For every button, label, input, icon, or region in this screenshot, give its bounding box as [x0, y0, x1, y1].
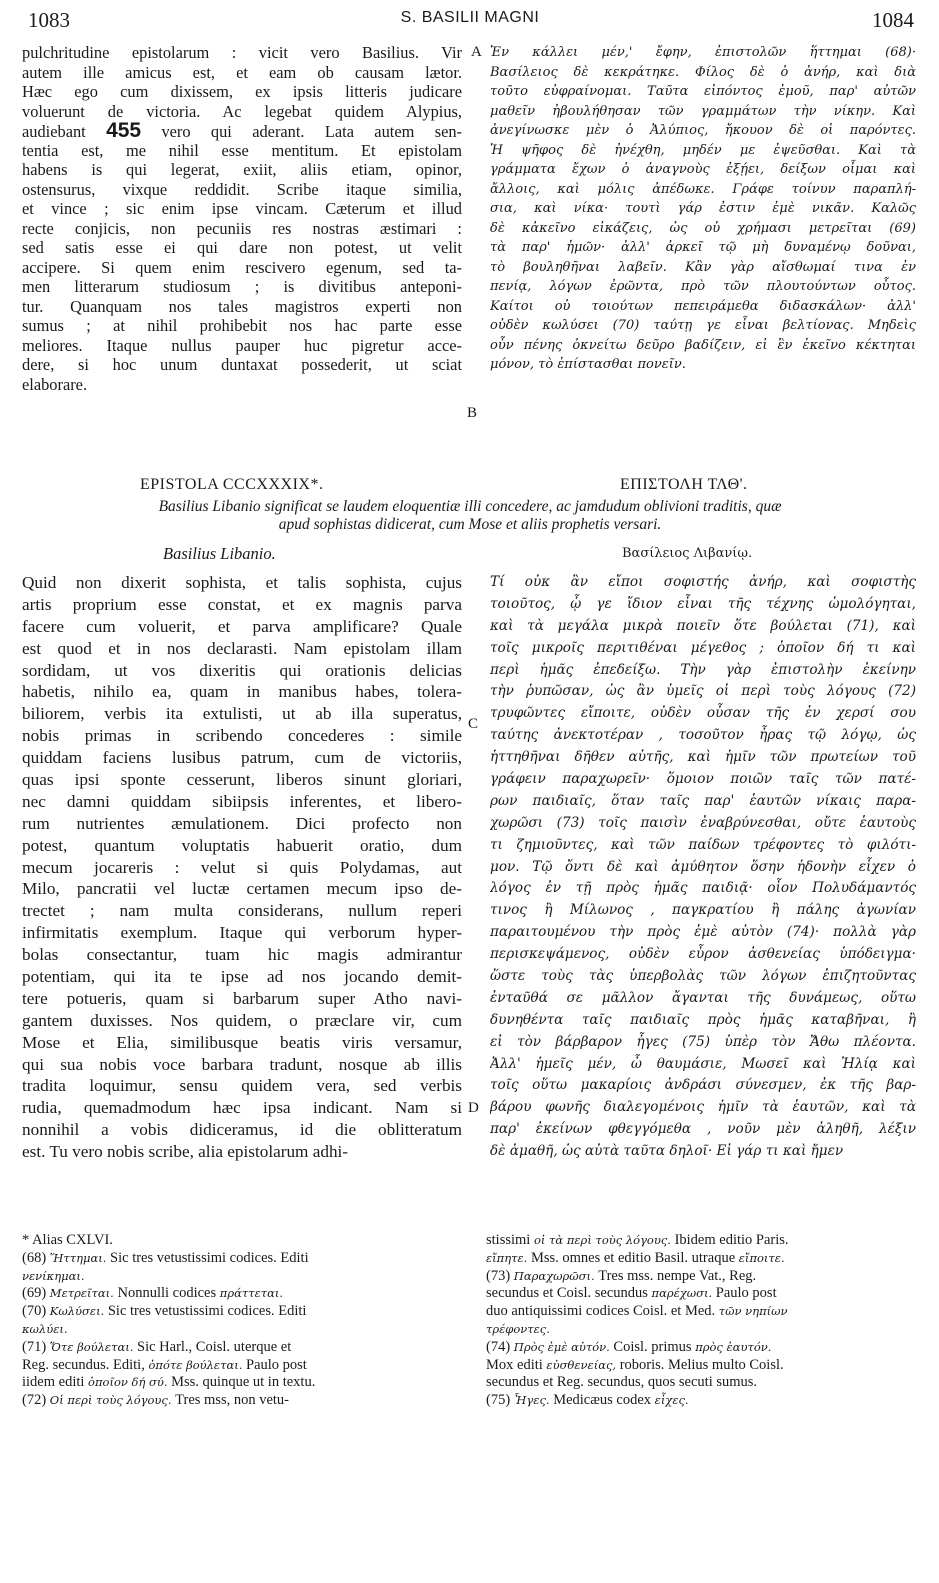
latin-line: rum nutrientes æmulationem. Dici profecto non: [22, 813, 462, 833]
greek-line: δὲ κἀκεῖνο εἰκάζεις, ὡς οὐ χρήμασι μετρεῖται (69): [490, 220, 916, 236]
latin-address: Basilius Libanio.: [163, 544, 276, 563]
page-number-right: 1084: [872, 8, 914, 32]
text-fragment: Paulo post: [712, 1285, 777, 1302]
greek-line: τοιοῦτος, ᾧ γε ἴδιον εἶναι τῆς τέχνης ὡμολόγηται,: [490, 595, 916, 612]
running-title: S. BASILII MAGNI: [400, 9, 540, 26]
latin-line: nobis primas in scribendo concederes : simile: [22, 726, 462, 746]
latin-column-body: [22, 572, 462, 1163]
greek-fragment: εἴποιτε.: [738, 1250, 785, 1265]
text-fragment: roboris. Melius multo Coisl.: [616, 1356, 784, 1373]
footnote-line: [22, 1285, 462, 1303]
greek-line: τοῦτο εὐφραίνομαι. Ταῦτα εἰπόντος ἐμοῦ, παρ' αὐτῶν: [490, 84, 916, 99]
greek-line: πενίᾳ, λόγων ἐρῶντα, πρὸ τῶν πλουτούντων οὗτος.: [490, 279, 916, 294]
latin-line: pulchritudine epistolarum : vicit vero Basilius. Vir: [22, 43, 462, 62]
latin-line: elaborare.: [22, 374, 88, 394]
text-fragment: (74): [486, 1338, 514, 1355]
footnote-line: [22, 1339, 462, 1357]
greek-fragment: Παραχωρῶσι.: [513, 1268, 595, 1283]
greek-fragment: πράττεται.: [219, 1286, 284, 1301]
text-fragment: Reg. secundus. Editi,: [22, 1356, 149, 1373]
latin-line: men litterarum studiosum ; is divitibus anteponi-: [22, 277, 462, 296]
latin-line: Hæc ego cum dixissem, ex ipsis litteris judicare: [22, 82, 462, 101]
greek-fragment: Μετρεῖται.: [49, 1286, 114, 1301]
greek-line: Ἐν κάλλει μέν,' ἔφην, ἐπιστολῶν ἥττημαι (68)·: [490, 45, 916, 60]
footnote-line: [22, 1357, 462, 1375]
greek-line: Ἀλλ' ἡμεῖς μέν, ὦ θαυμάσιε, Μωσεῖ καὶ Ἠλίᾳ καὶ: [490, 1055, 916, 1072]
greek-line: γράφειν παραχωρεῖν· ὅμοιον ποιῶν ταῖς τῶν πατέ-: [490, 771, 916, 788]
greek-line: γράμματα ἔχων ὁ ἀναγνοὺς ἐξῄει, δείξων οἶμαι καὶ: [490, 162, 916, 177]
greek-fragment: τρέφοντες.: [486, 1321, 550, 1336]
latin-line: autem ille amicus est, et eam ob causam lætor.: [22, 62, 462, 82]
latin-line: sumus ; at nihil prohibebit nos hac parte esse: [22, 316, 462, 335]
text-fragment: Ibidem editio Paris.: [670, 1232, 789, 1248]
greek-line: σια, καὶ νίκα· τουτὶ γάρ ἐστιν ἐμὲ νικᾶν. Καλῶς: [490, 201, 916, 216]
latin-line: quiddam faciens lusibus patrum, cum de victoriis,: [22, 748, 462, 768]
greek-line: ρων παιδιαῖς, ὅταν ταῖς παρ' ἑαυτῶν νίκαις παρα-: [490, 792, 916, 809]
latin-line: trectet ; nam multa considerans, nullum reperi: [22, 901, 462, 921]
latin-line: mecum jocareris : velut si quis Polydamas, aut: [22, 857, 462, 877]
latin-line: Mose et Elia, similibusque beatis viris versamur,: [22, 1032, 462, 1052]
latin-line: quas ipsi sponte cesserunt, liberos sinunt gloriari,: [22, 770, 462, 790]
greek-line: οὐδὲν κωλύσει (70) ταύτῃ γε εἶναι βελτίονας. Μηδεὶς: [490, 318, 916, 333]
greek-fragment: κωλύει.: [22, 1321, 68, 1336]
latin-line: gantem duxisses. Nos quidem, o præclare vir, cum: [22, 1010, 462, 1030]
page-header: [20, 8, 920, 34]
latin-line: potentiam, qui ita te ipse ad nos jocando demit-: [22, 967, 462, 987]
greek-column-top: [490, 43, 916, 375]
greek-fragment: εἶχες.: [654, 1393, 689, 1408]
greek-fragment: εἴπητε.: [486, 1250, 528, 1265]
latin-line: habetis, nihilo ea, quam in manibus habes, tolera-: [22, 682, 462, 702]
footnote-line: [486, 1232, 916, 1250]
greek-fragment: Ἥττημαι.: [49, 1250, 107, 1265]
text-fragment: (72): [22, 1392, 50, 1409]
greek-line: ὥστε τοὺς τὰς ὑπερβολὰς τῶν λόγων ἐπιζητοῦντας: [490, 968, 916, 985]
greek-line: μαθεῖν ἠβουλήθησαν τῶν γραμμάτων τὴν νίκην. Καὶ: [490, 103, 916, 119]
text-fragment: (71): [22, 1338, 50, 1355]
greek-fragment: ὁποῖον δή σύ.: [88, 1375, 168, 1390]
greek-column-body: [490, 572, 916, 1163]
footnote-line: [486, 1268, 916, 1286]
text-fragment: (75): [486, 1392, 514, 1409]
greek-line: τὴν ῥυπῶσαν, ὡς ἂν ὑμεῖς οἱ περὶ τοὺς λόγους (72): [490, 683, 916, 700]
greek-line: Ἡ ψῆφος δὲ ἠνέχθη, μηδέν με ἐψεῦσθαι. Καὶ τὰ: [490, 142, 916, 158]
footnote-line: [22, 1250, 462, 1268]
footnote-line: [486, 1321, 916, 1339]
latin-line: meliores. Itaque nullus pauper huc pigretur acce-: [22, 335, 462, 355]
text-fragment: Tres mss, non vetu-: [171, 1392, 290, 1409]
latin-line: est quod et in nos declarasti. Nam epistolam illam: [22, 638, 462, 658]
latin-line: voluerunt de victoria. Ac legebat quidem Alypius,: [22, 101, 462, 121]
epistle-greek-title: ΕΠΙΣΤΟΛΗ ΤΛΘ'.: [620, 476, 748, 493]
text-fragment: (70): [22, 1303, 50, 1320]
greek-fragment: εὐσθενείας,: [546, 1357, 617, 1372]
greek-line: τοῖς οὕτω μακαρίοις ἀνδράσι σύνεσμεν, ἐκ τῆς βαρ-: [490, 1077, 916, 1094]
latin-line: artis proprium esse constat, et ex magnis parva: [22, 594, 462, 614]
greek-line: δυνηθέντα ταῖς παιδιαῖς πρὸς ἡμᾶς καταβῆναι, ἢ: [490, 1011, 916, 1028]
text-fragment: Mss. quinque ut in textu.: [167, 1374, 316, 1391]
epistle-summary: [20, 498, 920, 534]
latin-line: recte conjicis, non pecuniis res nostras æstimari :: [22, 218, 462, 238]
latin-line: qui sua nobis voce barbara tradunt, nosque ab illis: [22, 1054, 462, 1074]
greek-line: τοῖς μικροῖς περιτιθέναι μέγεθος ; ὁποῖον δή τι καὶ: [490, 639, 916, 656]
latin-line: bolas consectantur, tuam hic magis admirantur: [22, 945, 462, 965]
footnote-line: [486, 1392, 916, 1410]
text-fragment: iidem editi: [22, 1374, 89, 1391]
epistle-summary-line-1: Basilius Libanio significat se laudem eloquentiæ illi concedere, ac jamdudum oblivioni traditis, quæ: [158, 498, 782, 515]
margin-letter-a: A: [471, 44, 482, 60]
greek-fragment: Κωλύσει.: [49, 1304, 105, 1319]
greek-line: Τί οὐκ ἂν εἴποι σοφιστής ἀνήρ, καὶ σοφιστὴς: [490, 574, 916, 590]
text-fragment: vero qui aderant. Lata autem sen-: [141, 122, 462, 141]
latin-line: nec damni quiddam sibiipsis inferentes, et libero-: [22, 791, 462, 811]
greek-line: λόγος ἐν τῇ πρὸς ἡμᾶς παιδιᾷ· οἷον Πολυδάμαντός: [490, 880, 916, 897]
greek-line: εἰ τὸν βάρβαρον ἦγες (75) ὑπὲρ τὸν Ἄθω πλέοντα.: [490, 1033, 916, 1050]
greek-line: ἄλλοις, καὶ μόλις ἀπέδωκε. Γράφε τοίνυν παραπλή-: [490, 181, 916, 197]
footnote-line: [22, 1232, 462, 1250]
footnote-line: [486, 1250, 916, 1268]
text-fragment: (69): [22, 1285, 50, 1302]
footnotes-left: [22, 1232, 462, 1410]
text-fragment: secundus et Coisl. secundus: [486, 1285, 652, 1302]
latin-column-top: [22, 43, 462, 394]
greek-line: περὶ ἡμᾶς ἐπεδείξω. Τὴν γὰρ ἐπιστολὴν ἐκείνην: [490, 661, 916, 678]
footnote-line: [486, 1285, 916, 1303]
latin-line: ostensurus, vixque reddidit. Scribe itaque similia,: [22, 179, 462, 199]
greek-fragment: τῶν νηπίων: [718, 1304, 788, 1319]
footnote-line: [486, 1339, 916, 1357]
text-fragment: secundus et Reg. secundus, quos secuti sumus.: [486, 1374, 758, 1391]
greek-fragment: πρὸς ἑαυτόν.: [695, 1339, 772, 1354]
greek-line: τινος ἢ Μίλωνος , παγκρατίου ἢ πάλης ἀγωνίαν: [490, 902, 916, 919]
footnote-line: [22, 1303, 462, 1321]
latin-line-with-number: [22, 121, 462, 141]
greek-line: καὶ τὰ μεγάλα μικρὰ ποιεῖν ὅτε βούλεται (71), καὶ: [490, 617, 916, 634]
latin-line: tur. Quanquam nos tales magistros experti non: [22, 296, 462, 316]
greek-line: βάρου φωνῆς διαλεγομένοις ἡμῖν τὰ ἑαυτῶν, καὶ τὰ: [490, 1099, 916, 1116]
latin-line: nonnihil a vobis didiceramus, id die oblitteratum: [22, 1120, 462, 1140]
greek-line: οὖν πένης ὀκνείτω δεῦρο βαδίζειν, εἰ ἓν ἐκεῖνο κέκτηται: [490, 337, 916, 353]
greek-address: Βασίλειος Λιβανίῳ.: [622, 546, 753, 561]
latin-line: est. Tu vero nobis scribe, alia epistolarum adhi-: [22, 1142, 349, 1162]
greek-line: ἀνεγίνωσκε μὲν ὁ Ἀλύπιος, ἤκουον δὲ οἱ παρόντες.: [490, 123, 916, 138]
text-fragment: Coisl. primus: [609, 1338, 696, 1355]
latin-line: Quid non dixerit sophista, et talis sophista, cujus: [22, 573, 462, 592]
greek-fragment: παρέχωσι.: [651, 1286, 713, 1301]
text-fragment: Nonnulli codices: [113, 1285, 220, 1302]
latin-line: accipere. Si quem enim rescivero egenum, sed ta-: [22, 257, 462, 277]
latin-line: et vince ; sic enim ipse vincam. Cæterum et illud: [22, 199, 462, 218]
footnote-line: [22, 1321, 462, 1339]
column-number: 455: [106, 119, 142, 142]
footnote-line: [486, 1357, 916, 1375]
greek-line: Καίτοι οὐ τοιούτων πεπειράμεθα διδασκάλων· ἀλλ': [490, 298, 916, 314]
text-fragment: (73): [486, 1267, 514, 1284]
latin-line: tentia est, me nihil esse mentitum. Et epistolam: [22, 140, 462, 160]
margin-letter-d: D: [468, 1100, 479, 1116]
text-fragment: Sic tres vetustissimi codices. Editi: [104, 1303, 307, 1320]
text-fragment: Paulo post: [242, 1356, 307, 1373]
text-fragment: (68): [22, 1249, 50, 1266]
greek-line: περισκεψάμενος, οὐδὲν εὗρον ἀσθενείας ὑπόδειγμα·: [490, 946, 916, 963]
text-fragment: duo antiquissimi codices Coisl. et Med.: [486, 1303, 719, 1320]
latin-line: tere potueris, quam si barbarum super Atho navi-: [22, 988, 462, 1008]
epistle-latin-title: EPISTOLA CCCXXXIX*.: [140, 476, 324, 493]
latin-line: tradita loquimur, sensu quidem vera, sed verbis: [22, 1076, 462, 1096]
text-fragment: Sic tres vetustissimi codices. Editi: [106, 1249, 309, 1266]
greek-fragment: Οἱ περὶ τοὺς λόγους.: [49, 1393, 172, 1408]
greek-line: τρυφῶντες εἴποιτε, οὐδὲν οὖσαν τῆς ἐν χερσί σου: [490, 705, 916, 722]
greek-line: τι ζημιοῦντες, καὶ τῶν παίδων τρέφοντες τὸ φιλότι-: [490, 836, 916, 853]
greek-fragment: Πρὸς ἐμὲ αὐτόν.: [513, 1339, 610, 1354]
latin-line: dere, si hoc unum duntaxat possederit, ut sciat: [22, 355, 462, 374]
greek-line: δὲ ἀμαθῆ, ὡς αὐτὰ ταῦτα δηλοῖ· Εἰ γάρ τι καὶ ἤμεν: [490, 1143, 844, 1160]
greek-line: ταύτης ἀνεκτοτέραν , τοσοῦτον ἦρας τῷ λόγῳ, ὡς: [490, 727, 916, 744]
page-number-left: 1083: [28, 8, 70, 32]
latin-line: rudia, quemadmodum hæc ipsa indicant. Nam si: [22, 1098, 462, 1118]
latin-line: infirmitatis exemplum. Itaque qui verborum hyper-: [22, 923, 462, 943]
margin-letter-c: C: [468, 716, 479, 732]
text-fragment: stissimi: [486, 1232, 534, 1248]
text-fragment: Medicæus codex: [549, 1392, 655, 1409]
greek-line: χωρῶσι (73) τοῖς παισὶν ἐναβρύνεσθαι, οὔτε ἑαυτοὺς: [490, 814, 916, 831]
footnote-line: [22, 1268, 462, 1286]
text-fragment: Sic Harl., Coisl. uterque et: [133, 1338, 292, 1355]
footnote-line: [486, 1303, 916, 1321]
greek-fragment: οἱ τὰ περὶ τοὺς λόγους.: [533, 1233, 671, 1247]
greek-line: παραιτουμένου τὴν πρὸς ἐμὲ αὐτὸν (74)· πολλὰ γὰρ: [490, 924, 916, 941]
latin-line: sordidam, ut vos dixeritis qui orationis delicias: [22, 660, 462, 680]
greek-line: παρ' ἐκείνων φθεγγόμεθα , νοῦν μὲν ἀληθῆ, λέξιν: [490, 1121, 916, 1138]
latin-line: biliorem, verbis ita extulisti, ut ab illa superatus,: [22, 704, 462, 724]
greek-line: Βασίλειος δὲ κεκράτηκε. Φίλος δὲ ὁ ἀνήρ, καὶ διὰ: [490, 64, 916, 80]
latin-line: facere cum voluerit, et parva amplificare? Quale: [22, 616, 462, 636]
greek-line: τὰ παρ' ἡμῶν· ἀλλ' ἀρκεῖ τῷ μὴ δυναμένῳ δοῦναι,: [490, 240, 916, 255]
text-fragment: Mox editi: [486, 1356, 547, 1373]
text-fragment: * Alias CXLVI.: [22, 1232, 113, 1248]
footnote-line: [22, 1392, 462, 1410]
epistle-summary-line-2: apud sophistas didicerat, cum Mose et aliis prophetis versari.: [278, 516, 662, 533]
greek-line: ἐνταῦθά σε μᾶλλον ἄγανται τῆς δυνάμεως, οὕτω: [490, 989, 916, 1006]
greek-fragment: Ὅτε βούλεται.: [49, 1339, 134, 1354]
greek-fragment: Ἦγες.: [513, 1393, 550, 1408]
latin-line: sed satis esse ei qui dare non potest, ut velit: [22, 238, 462, 257]
footnote-line: [486, 1374, 916, 1392]
footnote-line: [22, 1374, 462, 1392]
latin-line: Milo, pancratii vel luctæ certamen mecum ipso de-: [22, 879, 462, 899]
greek-line: τὸ βουληθῆναι λαβεῖν. Κἂν γὰρ αἴσθωμαί τινα ἐν: [490, 259, 916, 275]
latin-line: habens is qui legerat, exiit, aliis etiam, opinor,: [22, 160, 462, 179]
margin-letter-b: B: [467, 405, 478, 421]
greek-line: ἡττηθῆναι δῆθεν αὐτῆς, καὶ ἡμῖν τῶν πρωτείων τοῦ: [490, 749, 916, 766]
greek-line: μόνον, τὸ ἐπίστασθαι πονεῖν.: [490, 357, 686, 372]
text-fragment: Mss. omnes et editio Basil. utraque: [527, 1249, 739, 1266]
text-fragment: Tres mss. nempe Vat., Reg.: [594, 1267, 757, 1284]
text-fragment: audiebant: [22, 122, 107, 141]
greek-fragment: ὁπότε βούλεται.: [148, 1357, 243, 1372]
greek-fragment: νενίκημαι.: [22, 1268, 85, 1283]
footnotes-right: [486, 1232, 916, 1410]
greek-line: μον. Τῷ ὄντι δὲ καὶ ἀμύθητον ὅσην ἡδονὴν εἶχεν ὁ: [490, 858, 916, 875]
latin-line: potest, quantum voluptatis habuerit oratio, dum: [22, 835, 462, 855]
